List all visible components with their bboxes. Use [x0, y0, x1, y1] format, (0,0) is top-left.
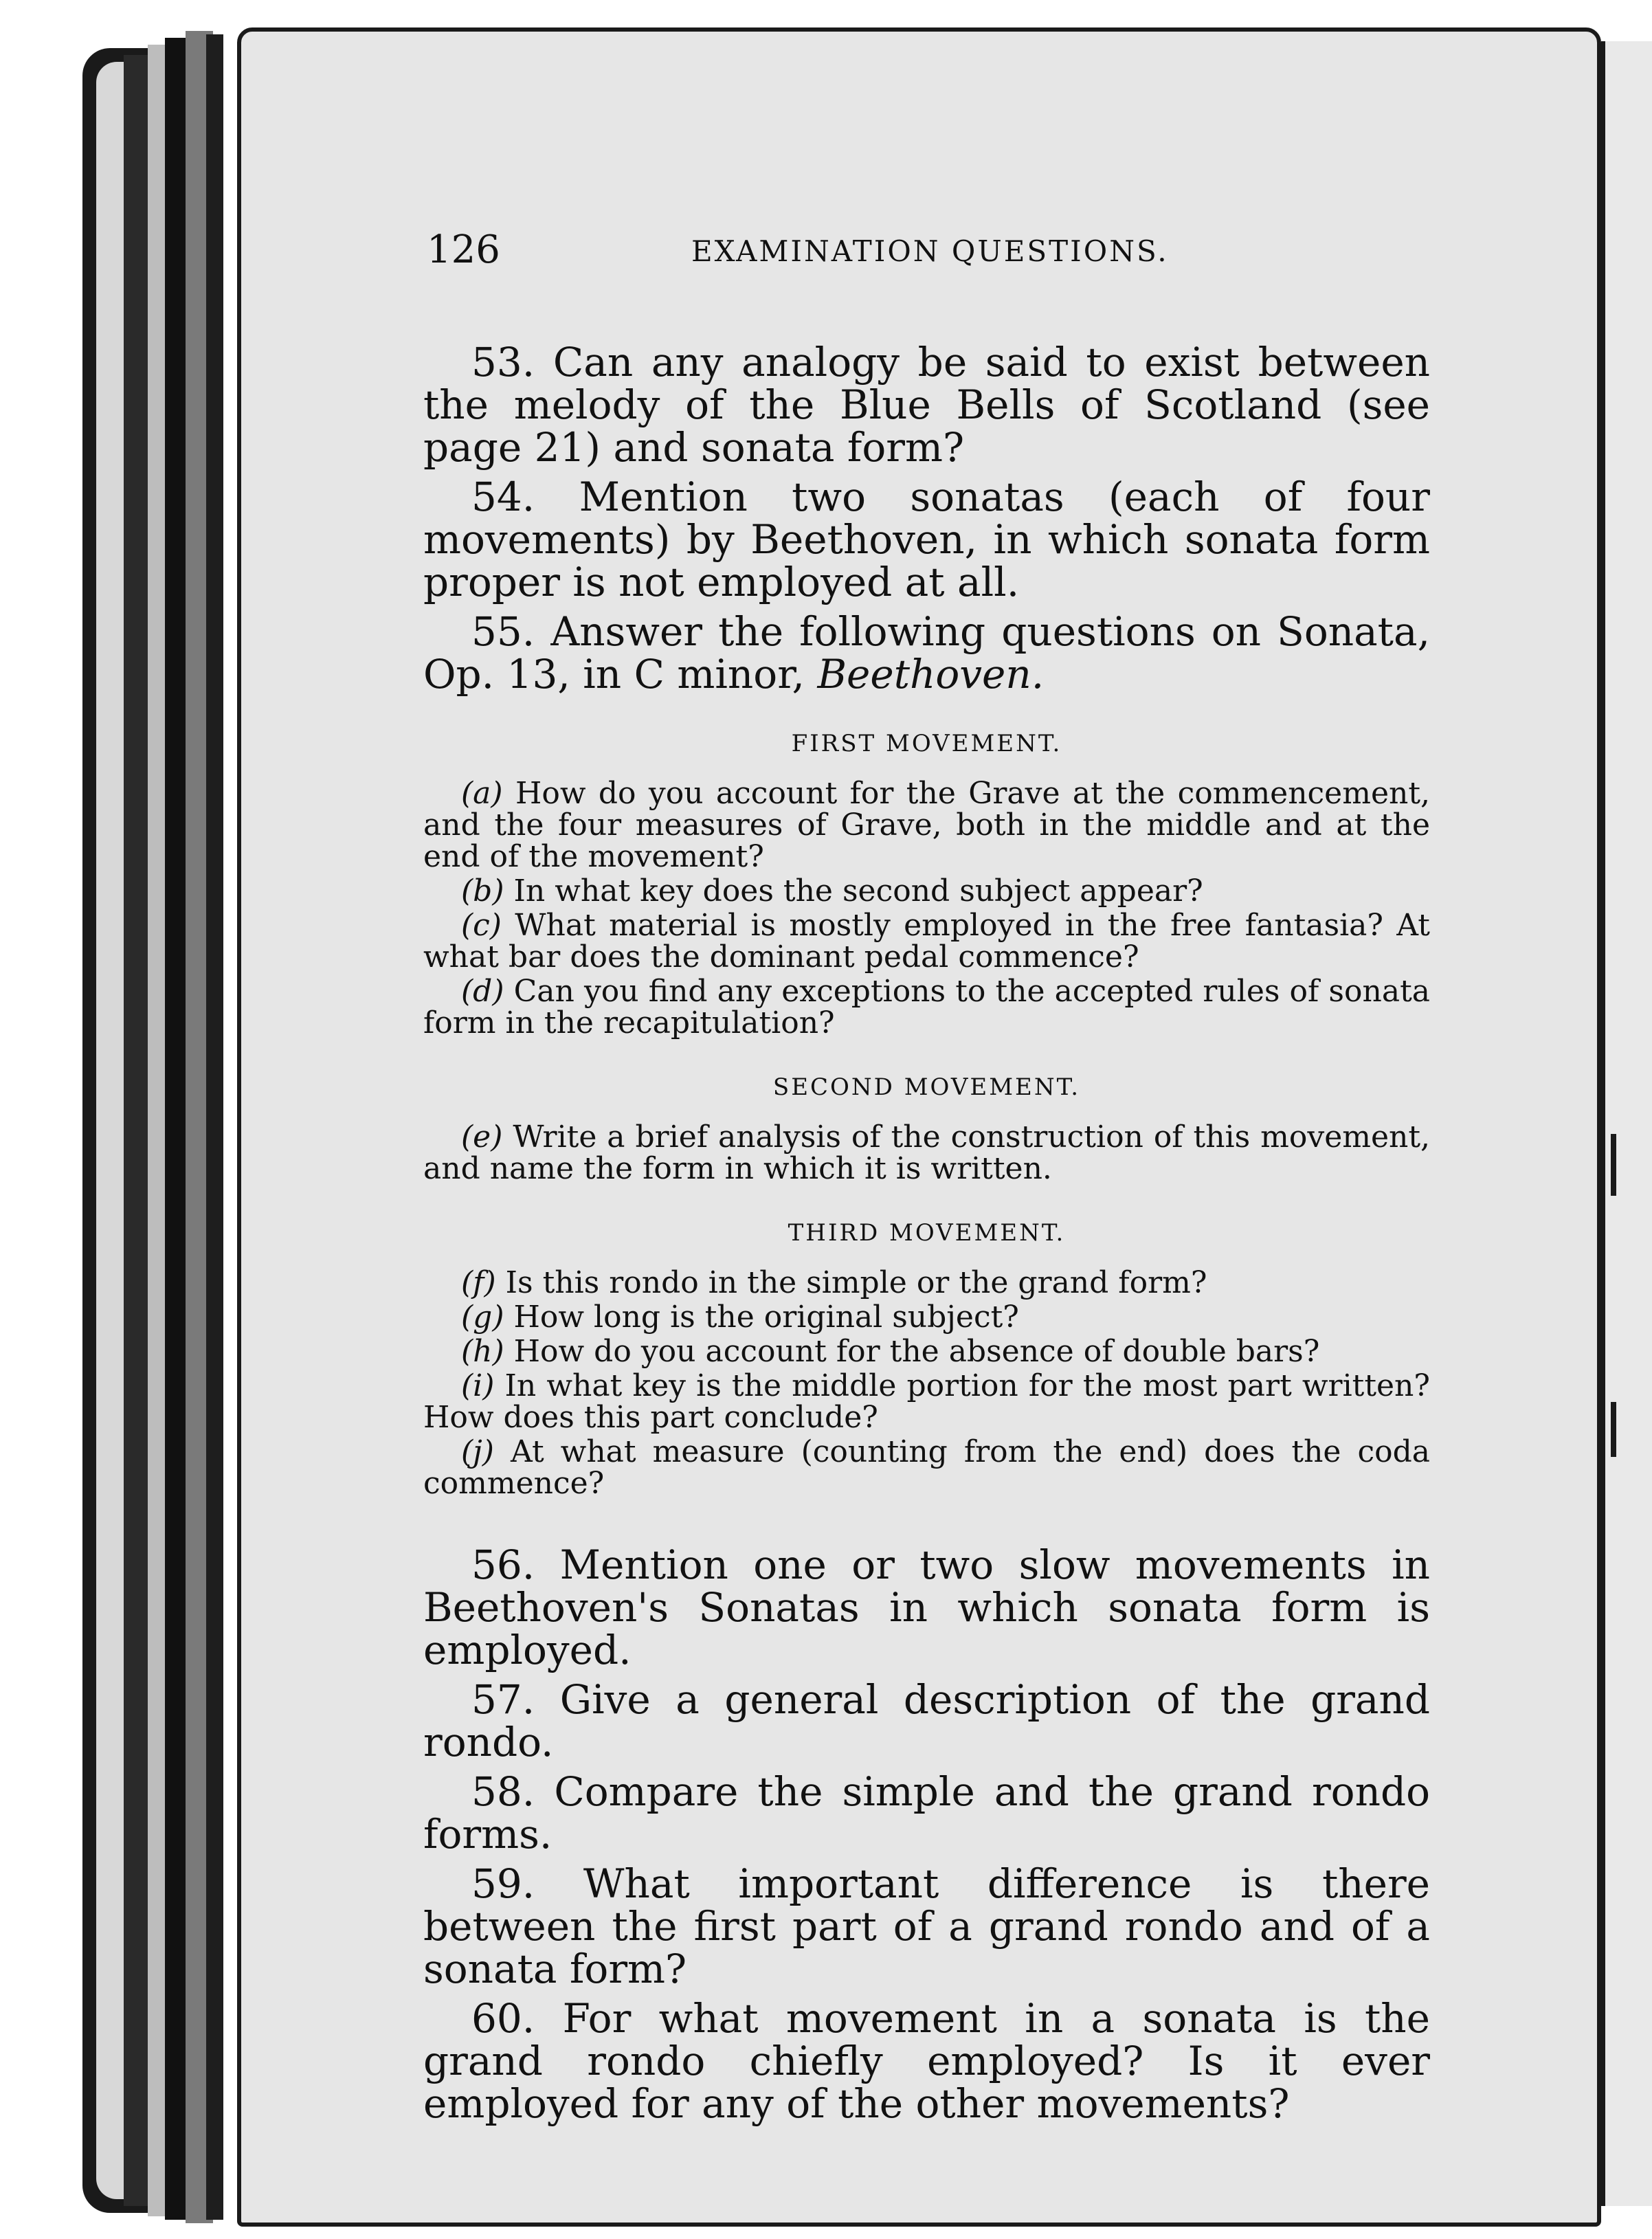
question-text: For what movement in a sonata is the grand rondo chiefly employed? Is it ever employed for any of the other movements?	[423, 1995, 1430, 2127]
question-number: 53.	[471, 339, 535, 386]
question	[423, 1862, 1430, 1990]
book-page	[237, 27, 1601, 2227]
question-text: Mention two sonatas (each of four movements) by Beethoven, in which sonata form proper is not employed at all.	[423, 474, 1431, 605]
section-title: FIRST MOVEMENT.	[791, 730, 1062, 757]
page-content	[423, 341, 1430, 2132]
sub-question-text: In what key does the second subject appear?	[513, 873, 1203, 909]
page-number: 126	[427, 227, 500, 272]
sub-question-text: In what key is the middle portion for the most part written? How does this part conclude?	[423, 1368, 1430, 1435]
sub-question	[423, 910, 1430, 973]
sub-question-text: Can you find any exceptions to the accepted rules of sonata form in the recapitulation?	[423, 974, 1430, 1040]
question	[423, 1770, 1430, 1856]
questions-group-a	[423, 341, 1430, 603]
section-title: SECOND MOVEMENT.	[772, 1073, 1081, 1101]
question-number: 60.	[471, 1995, 535, 2042]
scan-mark	[1611, 1402, 1616, 1457]
question	[423, 476, 1430, 603]
sub-question-label: (b)	[461, 873, 504, 909]
sub-question-label: (c)	[461, 908, 502, 943]
sub-question	[423, 1370, 1430, 1434]
question	[423, 1997, 1430, 2125]
sub-question-text: How long is the original subject?	[513, 1300, 1019, 1335]
book-edge	[206, 34, 223, 2220]
scan-mark	[1611, 1134, 1616, 1196]
sub-question-label: (e)	[461, 1120, 503, 1155]
sub-question-label: (a)	[461, 776, 503, 811]
movement-sections	[423, 730, 1430, 1500]
sub-question	[423, 1122, 1430, 1185]
question-text: What important difference is there between the first part of a grand rondo and of a sonata form?	[423, 1860, 1430, 1992]
question-text: Can any analogy be said to exist between the melody of the Blue Bells of Scotland (see page 21) and sonata form?	[423, 339, 1430, 471]
question-number: 58.	[471, 1768, 535, 1815]
question-number: 57.	[471, 1676, 535, 1723]
sub-question-text: What material is mostly employed in the free fantasia? At what bar does the dominant pedal commence?	[423, 908, 1430, 974]
sub-question	[423, 873, 1430, 909]
sub-question	[423, 778, 1430, 873]
question-text: Answer the following questions on Sonata, Op. 13, in C minor,	[423, 608, 1430, 698]
question	[423, 1541, 1430, 1673]
question-text: Mention one or two slow movements in Beethoven's Sonatas in which sonata form is employed.	[423, 1541, 1430, 1673]
question	[423, 608, 1430, 698]
sub-question	[423, 1267, 1430, 1299]
question-number: 54.	[471, 474, 535, 520]
sub-question	[423, 1302, 1430, 1333]
sub-question	[423, 1436, 1430, 1500]
sub-question-text: At what measure (counting from the end) does the coda commence?	[423, 1434, 1430, 1501]
sub-question-label: (j)	[461, 1434, 494, 1469]
adjacent-page-edge	[1601, 41, 1652, 2206]
sub-question-label: (h)	[461, 1334, 504, 1369]
question	[423, 1678, 1430, 1763]
question-text: Give a general description of the grand rondo.	[423, 1676, 1430, 1765]
page-header	[427, 227, 1423, 282]
sub-question-label: (i)	[461, 1368, 495, 1403]
question-text: Compare the simple and the grand rondo forms.	[423, 1768, 1431, 1858]
composer-name: Beethoven.	[817, 651, 1045, 698]
section-title: THIRD MOVEMENT.	[788, 1219, 1066, 1247]
question	[423, 341, 1430, 469]
sub-question-label: (d)	[461, 974, 504, 1009]
sub-question-text: How do you account for the Grave at the commencement, and the four measures of Grave, both in the middle and at the end of the movement?	[423, 776, 1430, 874]
sub-question-text: Is this rondo in the simple or the grand form?	[505, 1265, 1207, 1300]
question-number: 55.	[471, 608, 535, 655]
sub-question-text: Write a brief analysis of the construction of this movement, and name the form in which it is written.	[423, 1120, 1430, 1186]
sub-question	[423, 1336, 1430, 1368]
questions-group-b	[423, 1541, 1431, 2127]
sub-question-label: (f)	[461, 1265, 496, 1300]
sub-question	[423, 976, 1430, 1039]
question-number: 56.	[471, 1541, 535, 1588]
question-number: 59.	[471, 1860, 535, 1907]
running-head: EXAMINATION QUESTIONS.	[691, 234, 1169, 268]
sub-question-label: (g)	[461, 1300, 504, 1335]
sub-question-text: How do you account for the absence of double bars?	[513, 1334, 1320, 1369]
